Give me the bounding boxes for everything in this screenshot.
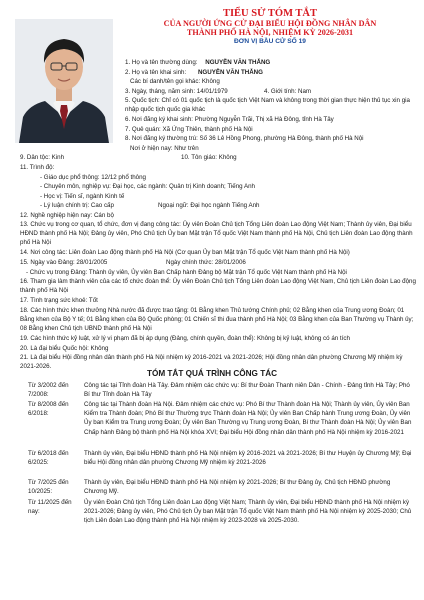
name-official-value: NGUYỄN VĂN THẮNG xyxy=(205,59,271,66)
career-description: Ủy viên Đoàn Chủ tịch Tổng Liên đoàn Lao động Việt Nam; Thành ủy viên, Đại biểu HĐND thành phố Hà Nội nhiệm kỳ 2021-2026; Đảng ủy viên, Phó Chủ tịch Ủy ban Mặt trận Tổ quốc Việt Nam thành phố Hà Nội nhiệm kỳ 2025-2030; Chủ tịch Liên đoàn Lao động thành phố Hà Nội nhiệm kỳ 2023-2028 và 2025-2030. xyxy=(84,499,412,525)
career-period: Từ 11/2025 đến nay: xyxy=(28,499,72,516)
name-official-label: 1. Họ và tên thường dùng: xyxy=(125,59,198,66)
current-positions: 13. Chức vụ trong cơ quan, tổ chức, đơn vị đang công tác: Ủy viên Đoàn Chủ tịch Tổng Liên đoàn Lao động Việt Nam; Thành ủy viên, Đại biểu HĐND thành phố Hà Nội; Đảng ủy viên, Phó Chủ tịch Ủy ban Mặt trận Tổ quốc Việt Nam thành phố Hà Nội, Chủ tịch Liên đoàn Lao động thành phố Hà Nội xyxy=(20,221,413,247)
name-birth-label: 2. Họ và tên khai sinh: xyxy=(125,68,187,76)
birth-registration: 6. Nơi đăng ký khai sinh: Phường Nguyễn Trãi, Thị xã Hà Đông, tỉnh Hà Tây xyxy=(125,116,334,123)
party-official-date: Ngày chính thức: 28/01/2006 xyxy=(166,259,246,266)
career-row xyxy=(28,400,414,437)
career-period: Từ 8/2008 đến 6/2018: xyxy=(28,401,69,418)
date-of-birth: 3. Ngày, tháng, năm sinh: 14/01/1979 xyxy=(125,87,228,95)
career-row xyxy=(28,449,414,467)
candidate-portrait xyxy=(15,19,113,143)
nationality: 5. Quốc tịch: Chỉ có 01 quốc tịch là quốc tịch Việt Nam và không trong thời gian thực hiện thủ tục xin gia nhập quốc tịch quốc gia khác xyxy=(125,97,410,114)
career-row xyxy=(28,381,414,399)
education-political: - Lý luận chính trị: Cao cấp xyxy=(40,202,114,209)
education-general: - Giáo dục phổ thông: 12/12 phổ thông xyxy=(40,173,146,181)
name-birth-row xyxy=(125,68,263,77)
party-join-date: 15. Ngày vào Đảng: 28/01/2005 xyxy=(20,259,108,266)
ethnicity: 9. Dân tộc: Kinh xyxy=(20,154,65,161)
party-role: - Chức vụ trong Đảng: Thành ủy viên, Ủy viên Ban Chấp hành Đảng bộ Mặt trận Tổ quốc Việt Nam thành phố Hà Nội xyxy=(26,268,347,276)
education-language: Ngoại ngữ: Đại học ngành Tiếng Anh xyxy=(158,202,260,209)
religion: 10. Tôn giáo: Không xyxy=(181,154,237,161)
discipline: 19. Các hình thức kỷ luật, xử lý vi phạm đã bị áp dụng (Đảng, chính quyền, đoàn thể): Không bị kỷ luật, không có án tích xyxy=(20,335,350,342)
document-title: TIỂU SỬ TÓM TẮT xyxy=(222,8,318,19)
workplace: 14. Nơi công tác: Liên đoàn Lao động thành phố Hà Nội (Cơ quan Ủy ban Mặt trận Tổ quốc Việt Nam thành phố Hà Nội) xyxy=(20,249,350,256)
career-description: Công tác tại Thành đoàn Hà Nội. Đảm nhiệm các chức vụ: Phó Bí thư Thành đoàn Hà Nội; Thành ủy viên, Ủy viên Ban Kiểm tra Thành đoàn; Phó Bí thư Thường trực Thành đoàn Hà Nội; Ủy viên Ban Chấp hành Trung ương Đoàn, Ủy viên Ủy ban Kiểm tra Trung ương Đoàn; Ủy viên Ban Thường vụ Trung ương Đoàn, Bí thư Thành đoàn Hà Nội; Ủy viên Ban Chấp hành Đảng bộ thành phố Hà Nội khóa XVI; Đại biểu Hội đồng nhân dân thành phố Hà Nội nhiệm kỳ 2016-2021 xyxy=(84,401,412,436)
national-assembly-deputy: 20. Là đại biểu Quốc hội: Không xyxy=(20,344,109,352)
career-period: Từ 3/2002 đến 7/2008: xyxy=(28,382,69,399)
portrait-image xyxy=(15,19,113,143)
current-residence: Nơi ở hiện nay: Như trên xyxy=(130,144,199,152)
council-deputy: 21. Là đại biểu Hội đồng nhân dân thành phố Hà Nội nhiệm kỳ 2016-2021 và 2021-2026; Hội đồng nhân dân phường Chương Mỹ nhiệm kỳ 2021-2026. xyxy=(20,354,403,371)
organizations: 16. Tham gia làm thành viên của các tổ chức đoàn thể: Ủy viên Đoàn Chủ tịch Tổng Liên đoàn Lao động Việt Nam, Chủ tịch Liên đoàn Lao động thành phố Hà Nội xyxy=(20,278,416,295)
career-description: Thành ủy viên, Đại biểu HĐND thành phố Hà Nội nhiệm kỳ 2016-2021 và 2021-2026; Bí thư Huyện ủy Chương Mỹ; Đại biểu Hội đồng nhân dân phường Chương Mỹ nhiệm kỳ 2021-2026 xyxy=(84,450,412,467)
health-status: 17. Tình trạng sức khoẻ: Tốt xyxy=(20,297,98,304)
career-period: Từ 7/2025 đến 10/2025: xyxy=(28,479,69,496)
name-official-row xyxy=(125,58,270,67)
career-period: Từ 6/2018 đến 6/2025: xyxy=(28,450,69,467)
aliases: Các bí danh/tên gọi khác: Không xyxy=(130,78,220,85)
education-degree: - Học vị: Tiến sĩ, ngành Kinh tế xyxy=(40,192,125,200)
document-term: THÀNH PHỐ HÀ NỘI, NHIỆM KỲ 2026-2031 xyxy=(186,28,354,37)
gender: 4. Giới tính: Nam xyxy=(264,87,312,95)
career-row xyxy=(28,478,414,496)
education-professional: - Chuyên môn, nghiệp vụ: Đại học, các ngành: Quản trị Kinh doanh; Tiếng Anh xyxy=(40,183,255,190)
current-occupation: 12. Nghề nghiệp hiện nay: Cán bộ xyxy=(20,211,114,219)
awards: 18. Các hình thức khen thưởng Nhà nước đã được trao tặng: 01 Bằng khen Thủ tướng Chính phủ; 02 Bằng khen của Trung ương Đoàn; 01 Bằng khen của Bộ Y tế; 01 Bằng khen của Bộ Quốc phòng; 01 Chiến sĩ thi đua thành phố Hà Nội; 03 Bằng khen của Ban Thường vụ Thành ủy; 08 Bằng khen Chủ tịch UBND thành phố Hà Nội xyxy=(20,306,414,332)
education-heading: 11. Trình độ: xyxy=(20,164,55,171)
document-subtitle: CỦA NGƯỜI ỨNG CỬ ĐẠI BIỂU HỘI ĐỒNG NHÂN DÂN xyxy=(163,19,377,28)
electoral-unit: ĐƠN VỊ BẦU CỬ SỐ 19 xyxy=(234,37,306,45)
native-place: 7. Quê quán: Xã Ứng Thiên, thành phố Hà Nội xyxy=(125,125,253,133)
career-row xyxy=(28,498,414,526)
name-birth-value: NGUYỄN VĂN THẮNG xyxy=(197,68,263,76)
career-description: Thành ủy viên, Đại biểu HĐND thành phố Hà Nội nhiệm kỳ 2021-2026; Bí thư Đảng ủy, Chủ tịch HĐND phường Chương Mỹ. xyxy=(84,479,391,496)
career-summary-title: TÓM TẮT QUÁ TRÌNH CÔNG TÁC xyxy=(146,369,278,378)
career-description: Công tác tại Tỉnh đoàn Hà Tây. Đảm nhiệm các chức vụ: Bí thư Đoàn Thanh niên Dân - Chính - Đảng tỉnh Hà Tây; Phó Bí thư Tỉnh đoàn Hà Tây xyxy=(84,382,410,399)
permanent-residence: 8. Nơi đăng ký thường trú: Số 36 Lê Hồng Phong, phường Hà Đông, thành phố Hà Nội xyxy=(125,135,364,142)
